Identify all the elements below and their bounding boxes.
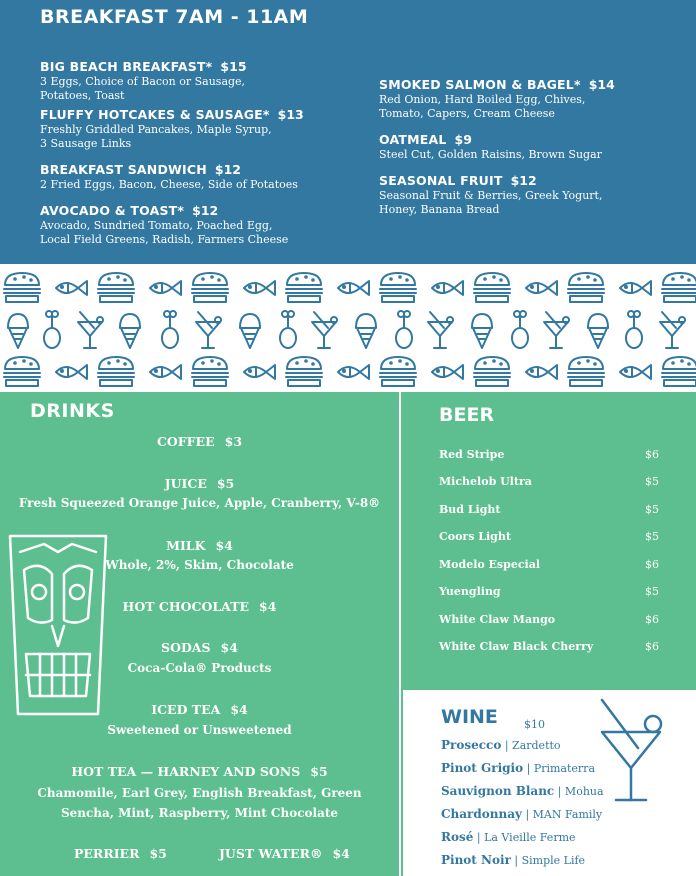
beer-name: Bud Light <box>439 503 501 516</box>
drink-iced-tea <box>0 702 399 717</box>
wine-name: Pinot Noir <box>441 853 511 867</box>
wine-title: WINE <box>441 706 498 728</box>
wine-row <box>441 807 602 821</box>
menu-item <box>379 129 602 162</box>
wine-producer: | MAN Family <box>521 808 603 821</box>
wine-producer: | Mohua <box>554 785 604 798</box>
item-price: $9 <box>454 132 472 147</box>
beer-name: White Claw Black Cherry <box>439 640 594 653</box>
drink-desc: Sweetened or Unsweetened <box>107 723 292 737</box>
item-name: SMOKED SALMON & BAGEL* <box>379 77 581 92</box>
beer-price: $6 <box>645 613 659 626</box>
drink-desc: Whole, 2%, Skim, Chocolate <box>105 558 294 572</box>
wine-name: Chardonnay <box>441 807 522 821</box>
item-price: $12 <box>192 203 219 218</box>
beer-section <box>401 392 696 690</box>
item-desc: Red Onion, Hard Boiled Egg, Chives, <box>379 93 586 106</box>
drink-price: $4 <box>230 702 248 717</box>
beer-price: $6 <box>645 640 659 653</box>
item-desc: 2 Fried Eggs, Bacon, Cheese, Side of Potatoes <box>40 178 298 191</box>
wine-section <box>401 690 696 876</box>
drink-price: $4 <box>332 846 350 861</box>
drink-desc: Chamomile, Earl Grey, English Breakfast, Green <box>37 786 362 800</box>
menu-item <box>379 170 602 217</box>
drink-juice <box>0 476 399 491</box>
beer-name: Red Stripe <box>439 448 505 461</box>
drink-name: MILK <box>166 538 206 553</box>
beer-price: $6 <box>645 448 659 461</box>
beer-row <box>439 613 659 626</box>
drink-desc: Coca-Cola® Products <box>127 661 272 675</box>
drink-name: PERRIER <box>74 846 140 861</box>
pattern-row-bottom <box>4 357 696 386</box>
drink-name: SODAS <box>161 640 211 655</box>
wine-producer: | La Vieille Ferme <box>473 831 576 844</box>
drink-price: $4 <box>220 640 238 655</box>
menu-item <box>40 104 304 151</box>
drink-milk <box>0 538 399 553</box>
drinks-section <box>0 392 399 876</box>
pattern-row-top <box>4 273 696 302</box>
breakfast-section <box>0 0 696 264</box>
item-desc: Steel Cut, Golden Raisins, Brown Sugar <box>379 148 602 161</box>
drink-hot-chocolate <box>0 599 399 614</box>
beer-title: BEER <box>439 404 495 426</box>
drink-just-water <box>219 846 350 861</box>
beer-row <box>439 640 659 653</box>
wine-row <box>441 761 595 775</box>
wine-name: Pinot Grigio <box>441 761 524 775</box>
drink-desc: Sencha, Mint, Raspberry, Mint Chocolate <box>60 806 339 820</box>
item-desc: Local Field Greens, Radish, Farmers Cheese <box>40 233 289 246</box>
wine-producer: | Simple Life <box>510 854 586 867</box>
item-price: $12 <box>510 173 537 188</box>
drink-name: HOT CHOCOLATE <box>122 599 250 614</box>
item-price: $12 <box>214 162 241 177</box>
item-name: BREAKFAST SANDWICH <box>40 162 207 177</box>
wine-name: Sauvignon Blanc <box>441 784 555 798</box>
beer-name: Michelob Ultra <box>439 475 532 488</box>
wine-row <box>441 830 576 844</box>
beer-name: Yuengling <box>439 585 501 598</box>
drink-desc: Fresh Squeezed Orange Juice, Apple, Cranberry, V-8® <box>18 496 381 510</box>
menu-item <box>379 74 615 121</box>
drink-name: JUICE <box>164 476 207 491</box>
drink-perrier <box>74 846 167 861</box>
wine-producer: | Zardetto <box>501 739 561 752</box>
beer-name: Coors Light <box>439 530 511 543</box>
item-desc: Avocado, Sundried Tomato, Poached Egg, <box>40 219 273 232</box>
drink-price: $4 <box>215 538 233 553</box>
drink-name: JUST WATER® <box>219 846 323 861</box>
icon-pattern <box>0 264 696 392</box>
wine-producer: | Primaterra <box>523 762 595 775</box>
item-desc: Seasonal Fruit & Berries, Greek Yogurt, <box>379 189 603 202</box>
beer-price: $5 <box>645 503 659 516</box>
drink-price: $4 <box>259 599 277 614</box>
beer-name: Modelo Especial <box>439 558 540 571</box>
item-price: $15 <box>220 59 247 74</box>
drink-name: COFFEE <box>156 434 215 449</box>
beer-price: $5 <box>645 585 659 598</box>
drink-coffee <box>0 434 399 449</box>
drink-name: HOT TEA — HARNEY AND SONS <box>71 764 301 779</box>
pattern-row-middle <box>8 311 685 348</box>
item-desc: 3 Eggs, Choice of Bacon or Sausage, <box>40 75 246 88</box>
beer-row <box>439 448 659 461</box>
menu-item <box>40 200 288 247</box>
beer-row <box>439 503 659 516</box>
beer-row <box>439 530 659 543</box>
menu-item <box>40 56 247 103</box>
item-name: AVOCADO & TOAST* <box>40 203 185 218</box>
wine-name: Prosecco <box>441 738 502 752</box>
wine-row <box>441 738 561 752</box>
item-desc: 3 Sausage Links <box>40 137 132 150</box>
beer-price: $5 <box>645 530 659 543</box>
beer-price: $5 <box>645 475 659 488</box>
drink-price: $5 <box>310 764 328 779</box>
icon-pattern-band <box>0 264 696 392</box>
item-price: $13 <box>277 107 304 122</box>
beer-row <box>439 558 659 571</box>
drink-price: $3 <box>224 434 243 449</box>
item-name: SEASONAL FRUIT <box>379 173 503 188</box>
martini-icon <box>598 692 668 808</box>
wine-name: Rosé <box>441 830 474 844</box>
beer-row <box>439 475 659 488</box>
wine-price: $10 <box>524 718 545 731</box>
drink-sodas <box>0 640 399 655</box>
item-desc: Freshly Griddled Pancakes, Maple Syrup, <box>40 123 272 136</box>
drink-price: $5 <box>149 846 167 861</box>
item-desc: Tomato, Capers, Cream Cheese <box>379 107 555 120</box>
drinks-title: DRINKS <box>30 400 115 422</box>
drink-name: ICED TEA <box>151 702 221 717</box>
beer-row <box>439 585 659 598</box>
beer-name: White Claw Mango <box>439 613 556 626</box>
drink-price: $5 <box>216 476 235 491</box>
item-name: BIG BEACH BREAKFAST* <box>40 59 213 74</box>
breakfast-title: BREAKFAST 7AM - 11AM <box>40 6 309 28</box>
wine-row <box>441 853 585 867</box>
menu-item <box>40 159 298 192</box>
item-price: $14 <box>588 77 615 92</box>
item-desc: Honey, Banana Bread <box>379 203 500 216</box>
item-desc: Potatoes, Toast <box>40 89 125 102</box>
item-name: OATMEAL <box>379 132 447 147</box>
beer-price: $6 <box>645 558 659 571</box>
drink-hot-tea <box>0 764 399 779</box>
wine-row <box>441 784 604 798</box>
item-name: FLUFFY HOTCAKES & SAUSAGE* <box>40 107 270 122</box>
